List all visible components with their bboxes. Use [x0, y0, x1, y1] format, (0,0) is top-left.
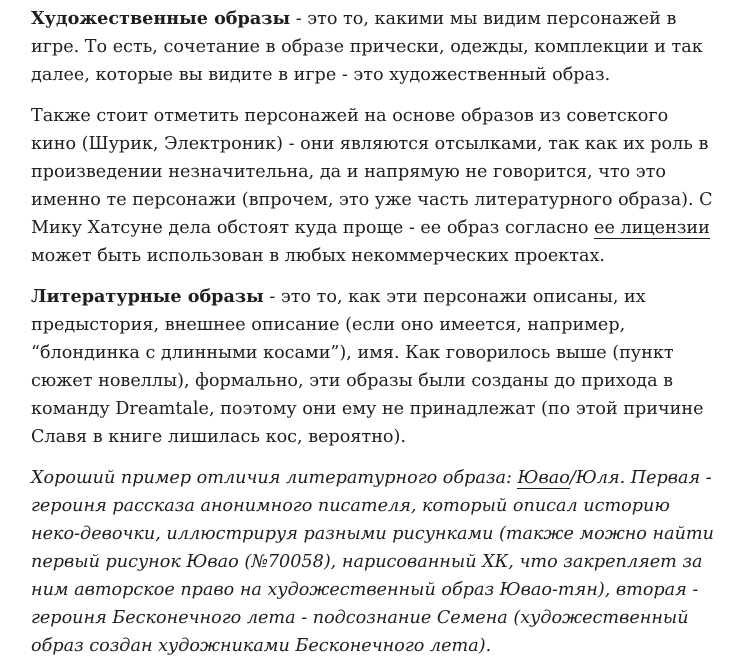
paragraph-text: может быть использован в любых некоммерческих проектах. [31, 246, 605, 266]
license-link[interactable]: ее лицензии [594, 218, 710, 238]
paragraph-text: Хороший пример отличия литературного образа: [31, 468, 518, 488]
term-artistic-images: Художественные образы [31, 8, 291, 29]
paragraph-text: - это то, как эти персонажи описаны, их предыстория, внешнее описание (если оно имеется, например, “блондинка с длинными косами”), имя. Как говорилось выше (пункт сюжет новеллы), формально, эти образы были созданы до прихода в команду Dreamtale, поэтому они ему не принадлежат (по этой причине Славя в книге лишилась кос, вероятно). [31, 287, 704, 447]
paragraph-soviet-characters [31, 102, 715, 270]
term-literary-images: Литературные образы [31, 286, 264, 307]
yuvao-link[interactable]: Ювао [517, 468, 570, 488]
paragraph-text: Также стоит отметить персонажей на основе образов из советского кино (Шурик, Электроник) - они являются отсылками, так как их роль в произведении незначительна, да и напрямую не говорится, что это именно те персонажи (впрочем, это уже часть литературного образа). С Мику Хатсуне дела обстоят куда проще - ее образ согласно [31, 106, 713, 238]
paragraph-literary-images [31, 283, 715, 451]
paragraph-example [31, 464, 715, 660]
paragraph-text: - это то, какими мы видим персонажей в игре. То есть, сочетание в образе прически, одежды, комплекции и так далее, которые вы видите в игре - это художественный образ. [31, 9, 703, 85]
paragraph-text: /Юля. Первая - героиня рассказа анонимного писателя, который описал историю неко-девочки, иллюстрируя разными рисунками (также можно найти первый рисунок Ювао (№70058), нарисованный ХК, что закрепляет за ним авторское право на художественный образ Ювао-тян), вторая - героиня Бесконечного лета - подсознание Семена (художественный образ создан художниками Бесконечного лета). [31, 468, 714, 656]
paragraph-artistic-images [31, 5, 715, 89]
